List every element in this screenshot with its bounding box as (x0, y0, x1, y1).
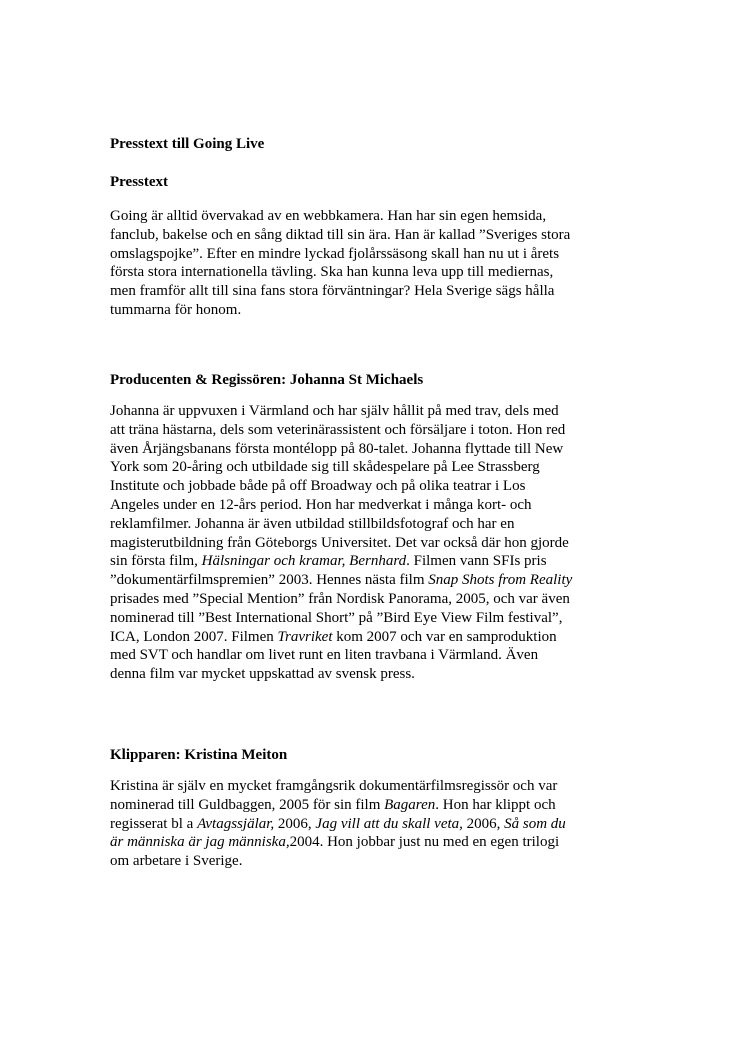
text-line (110, 515, 670, 534)
text-line (110, 534, 670, 553)
italic-title-text: Jag vill att du skall veta, (315, 815, 463, 832)
text-line (110, 440, 670, 459)
body-text: sin första film, (110, 553, 202, 570)
text-line (110, 421, 670, 440)
body-text: att träna hästarna, dels som veterinärassistent och försäljare i toton. Hon red (110, 421, 566, 438)
text-line (110, 665, 670, 684)
text-line (110, 777, 670, 796)
text-line (110, 301, 670, 320)
body-text: med SVT och handlar om livet runt en liten travbana i Värmland. Även (110, 647, 539, 664)
body-text: omslagspojke”. Efter en mindre lyckad fjolårssäsong skall han nu ut i årets (110, 245, 560, 262)
italic-title-text: Hälsningar och kramar, Bernhard (201, 553, 407, 570)
text-line (110, 496, 670, 515)
paragraph-producer (110, 402, 670, 684)
section-heading-producer: Producenten & Regissören: Johanna St Michaels (110, 372, 424, 388)
italic-title-text: Travriket (277, 628, 333, 645)
body-text: första stora internationella tävling. Ska han kunna leva upp till mediernas, (110, 264, 554, 281)
text-line (110, 590, 670, 609)
italic-title-text: är människa är jag människa, (110, 834, 290, 851)
text-line (110, 226, 670, 245)
text-line (110, 207, 670, 226)
body-text: kom 2007 och var en samproduktion (332, 628, 557, 645)
text-line (110, 628, 670, 647)
text-line (110, 815, 670, 834)
body-text: 2006, (274, 815, 316, 832)
body-text: Going är alltid övervakad av en webbkamera. Han har sin egen hemsida, (110, 208, 547, 224)
italic-title-text: Så som du (504, 815, 566, 832)
body-text: om arbetare i Sverige. (110, 853, 243, 870)
text-line (110, 571, 670, 590)
body-text: prisades med ”Special Mention” från Nordisk Panorama, 2005, och var även (110, 590, 570, 607)
body-text: men framför allt till sina fans stora förväntningar? Hela Sverige sägs hålla (110, 283, 555, 300)
text-line (110, 646, 670, 665)
text-line (110, 477, 670, 496)
text-line (110, 552, 670, 571)
document-title: Presstext till Going Live (110, 136, 265, 152)
text-line (110, 458, 670, 477)
text-line (110, 833, 670, 852)
body-text: . Hon har klippt och (435, 796, 556, 813)
body-text: Kristina är själv en mycket framgångsrik dokumentärfilmsregissör och var (110, 778, 558, 794)
section-heading-presstext: Presstext (110, 174, 169, 190)
body-text: Institute och jobbade både på off Broadway och på olika teatrar i Los (110, 478, 526, 495)
text-line (110, 852, 670, 871)
text-line (110, 245, 670, 264)
paragraph-editor (110, 777, 670, 871)
body-text: denna film var mycket uppskattad av svensk press. (110, 666, 415, 683)
text-line (110, 263, 670, 282)
body-text: regisserat bl a (110, 815, 198, 832)
body-text: ICA, London 2007. Filmen (110, 628, 278, 645)
body-text: fanclub, bakelse och en sång diktad till sin ära. Han är kallad ”Sveriges stora (110, 226, 571, 243)
text-line (110, 402, 670, 421)
body-text: nominerad till ”Best International Short” på ”Bird Eye View Film festival”, (110, 609, 563, 626)
body-text: 2006, (462, 815, 505, 832)
body-text: Johanna är uppvuxen i Värmland och har själv hållit på med trav, dels med (110, 403, 559, 419)
text-line (110, 609, 670, 628)
body-text: ”dokumentärfilmspremien” 2003. Hennes nästa film (110, 572, 429, 589)
body-text: även Årjängsbanans första montélopp på 80-talet. Johanna flyttade till New (110, 440, 564, 457)
italic-title-text: Avtagssjälar, (197, 815, 275, 832)
body-text: Angeles under en 12-års period. Hon har medverkat i många kort- och (110, 496, 532, 513)
italic-title-text: Snap Shots from Reality (428, 572, 573, 589)
body-text: 2004. Hon jobbar just nu med en egen trilogi (289, 834, 560, 851)
text-line (110, 282, 670, 301)
body-text: . Filmen vann SFIs pris (406, 553, 547, 570)
italic-title-text: Bagaren (384, 796, 436, 813)
body-text: reklamfilmer. Johanna är även utbildad stillbildsfotograf och har en (110, 515, 515, 532)
body-text: tummarna för honom. (110, 301, 242, 318)
body-text: nominerad till Guldbaggen, 2005 för sin film (110, 796, 385, 813)
body-text: magisterutbildning från Göteborgs Universitet. Det var också där hon gjorde (110, 534, 569, 551)
text-line (110, 796, 670, 815)
paragraph-presstext (110, 207, 670, 320)
body-text: York som 20-åring och utbildade sig till skådespelare på Lee Strassberg (110, 459, 540, 476)
section-heading-editor: Klipparen: Kristina Meiton (110, 747, 288, 763)
